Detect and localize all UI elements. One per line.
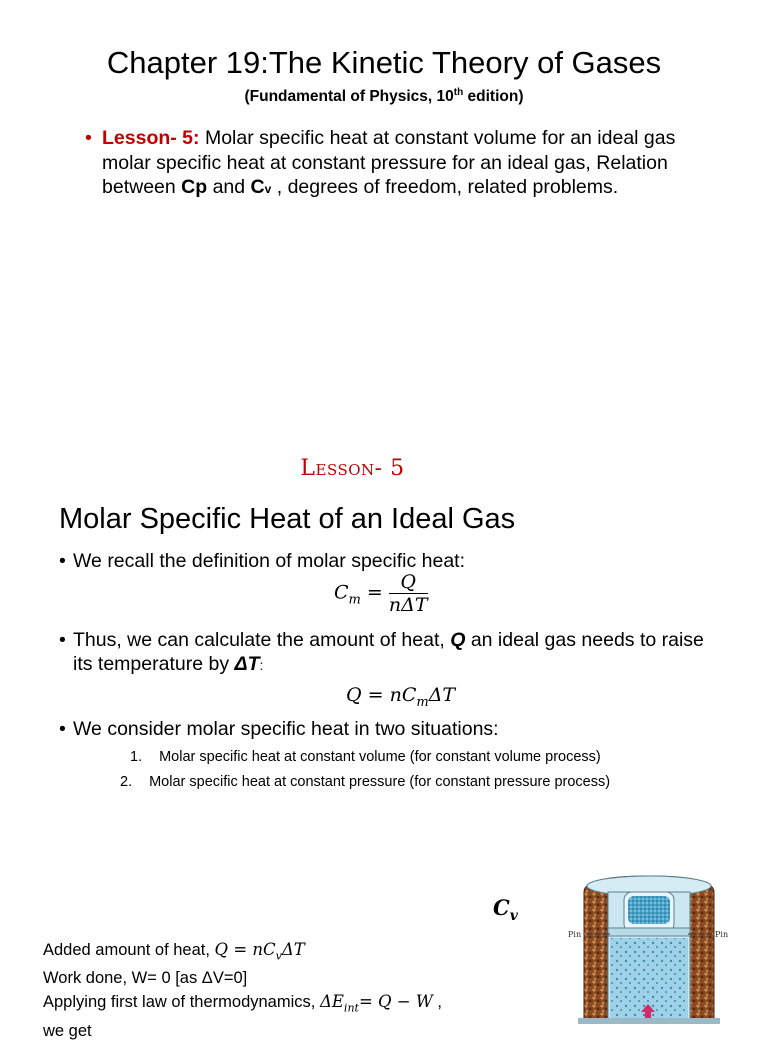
pin-label-left: Pin (568, 930, 582, 939)
cv-label: $C_v$ (493, 895, 518, 925)
equation-heat: $Q = nC_m\Delta T$ (346, 684, 456, 710)
cv-derivation-text (43, 938, 513, 1043)
list-item: 1. Molar specific heat at constant volume (for constant volume process) (130, 749, 601, 765)
gas-cylinder-figure (560, 868, 738, 1024)
bullet-two-situations: • We consider molar specific heat in two situations: (59, 718, 499, 740)
chapter-title: Chapter 19:The Kinetic Theory of Gases (106, 45, 662, 80)
we-get-line: we get (43, 1021, 92, 1040)
fraction: $\frac{Q}{\text{nΔT}}$ (388, 571, 428, 616)
bullet-dot: • (85, 127, 92, 149)
added-heat-line: Added amount of heat, $Q = nC_v\Delta T$ (43, 940, 305, 963)
lesson-label: Lesson- 5: (102, 127, 200, 149)
lesson-intro-bullet: • Lesson- 5: Molar specific heat at constant volume for an ideal gas molar specific heat at constant pressure for an ideal gas, Relation between Cp and Cv , degrees of freedom, related problems. (85, 127, 676, 198)
book-edition-subtitle: (Fundamental of Physics, 10th edition) (244, 87, 524, 106)
first-law-line: Applying first law of thermodynamics, $\Delta E_{int}= Q - W$ , (43, 992, 442, 1015)
bullet-definition: • We recall the definition of molar specific heat: (59, 550, 465, 572)
work-done-line: Work done, W= 0 [as ΔV=0] (43, 969, 248, 988)
equation-molar-specific-heat: $C_m$ = $\frac{Q}{\text{nΔT}}$ (334, 571, 428, 616)
lesson-heading: Lesson- 5 (300, 456, 405, 481)
section-title: Molar Specific Heat of an Ideal Gas (59, 503, 516, 535)
bullet-heat-amount: • Thus, we can calculate the amount of heat, Q an ideal gas needs to raise its temperature by ΔT: (59, 629, 704, 675)
list-item: 2. Molar specific heat at constant pressure (for constant pressure process) (120, 774, 611, 790)
pin-label-right: Pin (715, 930, 729, 939)
